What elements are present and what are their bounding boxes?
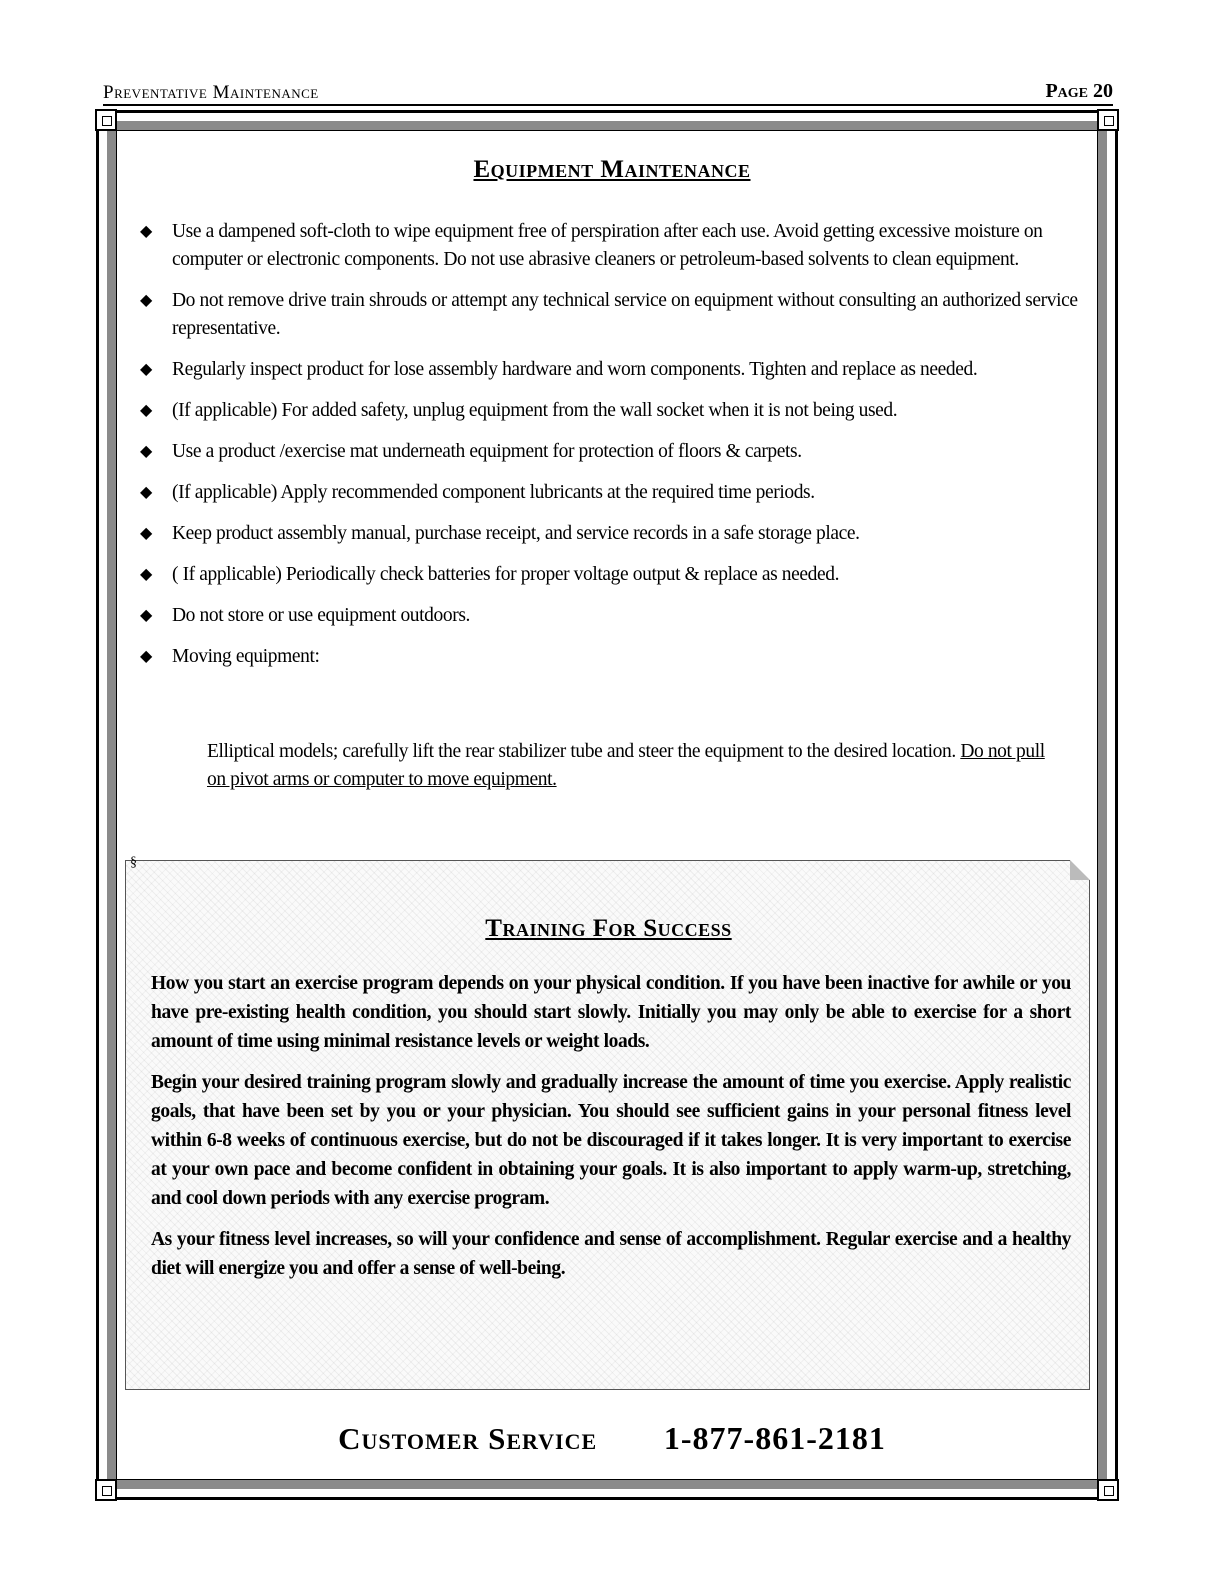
page-fold-icon xyxy=(1070,860,1090,880)
corner-ornament xyxy=(1097,1479,1119,1501)
list-item: ◆ Regularly inspect product for lose assembly hardware and worn components. Tighten and replace as needed. xyxy=(140,356,1085,384)
list-item: ◆ (If applicable) For added safety, unplug equipment from the wall socket when it is not being used. xyxy=(140,397,1085,425)
list-item: ◆ Do not remove drive train shrouds or attempt any technical service on equipment without consulting an authorized service representative. xyxy=(140,287,1085,343)
moving-warning: Do not pull on pivot arms or computer to move equipment. xyxy=(207,741,1045,790)
list-item: ◆ Use a dampened soft-cloth to wipe equipment free of perspiration after each use. Avoid getting excessive moisture on computer or electronic components. Do not use abrasive cleaners or petroleum-based solvents to clean equipment. xyxy=(140,218,1085,274)
corner-ornament xyxy=(95,109,117,131)
maintenance-list xyxy=(140,218,1085,684)
training-paragraph: How you start an exercise program depends on your physical condition. If you have been inactive for awhile or you have pre-existing health condition, you should start slowly. Initially you may only be able to exercise for a short amount of time using minimal resistance levels or weight loads. xyxy=(151,973,1071,1052)
training-note-box xyxy=(125,855,1090,1390)
training-title: Training For Success xyxy=(485,915,732,942)
list-item: ◆ (If applicable) Apply recommended component lubricants at the required time periods. xyxy=(140,479,1085,507)
list-item: ◆ Use a product /exercise mat underneath equipment for protection of floors & carpets. xyxy=(140,438,1085,466)
diamond-bullet-icon: ◆ xyxy=(140,443,152,460)
equipment-maintenance-title: Equipment Maintenance xyxy=(473,156,751,183)
list-item: ◆ Keep product assembly manual, purchase receipt, and service records in a safe storage place. xyxy=(140,520,1085,548)
diamond-bullet-icon: ◆ xyxy=(140,361,152,378)
corner-ornament xyxy=(95,1479,117,1501)
list-item: ◆ Do not store or use equipment outdoors. xyxy=(140,602,1085,630)
diamond-bullet-icon: ◆ xyxy=(140,607,152,624)
moving-text: Elliptical models; carefully lift the rear stabilizer tube and steer the equipment to the desired location. xyxy=(207,741,956,762)
running-header xyxy=(103,80,1113,106)
pin-icon: § xyxy=(130,855,137,870)
diamond-bullet-icon: ◆ xyxy=(140,566,152,583)
diamond-bullet-icon: ◆ xyxy=(140,484,152,501)
diamond-bullet-icon: ◆ xyxy=(140,648,152,665)
training-paragraph: Begin your desired training program slowly and gradually increase the amount of time you exercise. Apply realistic goals, that have been set by you or your physician. You should see sufficient gains in your personal fitness level within 6-8 weeks of continuous exercise, but do not be discouraged if it takes longer. It is very important to exercise at your own pace and become confident in obtaining your goals. It is also important to apply warm-up, stretching, and cool down periods with any exercise program. xyxy=(151,1072,1071,1209)
diamond-bullet-icon: ◆ xyxy=(140,525,152,542)
page-number: Page 20 xyxy=(1045,80,1113,102)
corner-ornament xyxy=(1097,109,1119,131)
moving-instructions xyxy=(207,738,1067,794)
customer-service-phone: 1-877-861-2181 xyxy=(663,1420,886,1456)
diamond-bullet-icon: ◆ xyxy=(140,292,152,309)
customer-service-label: Customer Service xyxy=(338,1421,598,1456)
diamond-bullet-icon: ◆ xyxy=(140,402,152,419)
list-item: ◆ ( If applicable) Periodically check batteries for proper voltage output & replace as needed. xyxy=(140,561,1085,589)
training-text xyxy=(151,969,1071,1295)
training-paragraph: As your fitness level increases, so will your confidence and sense of accomplishment. Regular exercise and a healthy diet will energize you and offer a sense of well-being. xyxy=(151,1229,1071,1279)
list-item: ◆ Moving equipment: xyxy=(140,643,1085,671)
diamond-bullet-icon: ◆ xyxy=(140,223,152,240)
customer-service-banner xyxy=(0,1420,1224,1457)
section-title: Preventative Maintenance xyxy=(103,82,319,103)
